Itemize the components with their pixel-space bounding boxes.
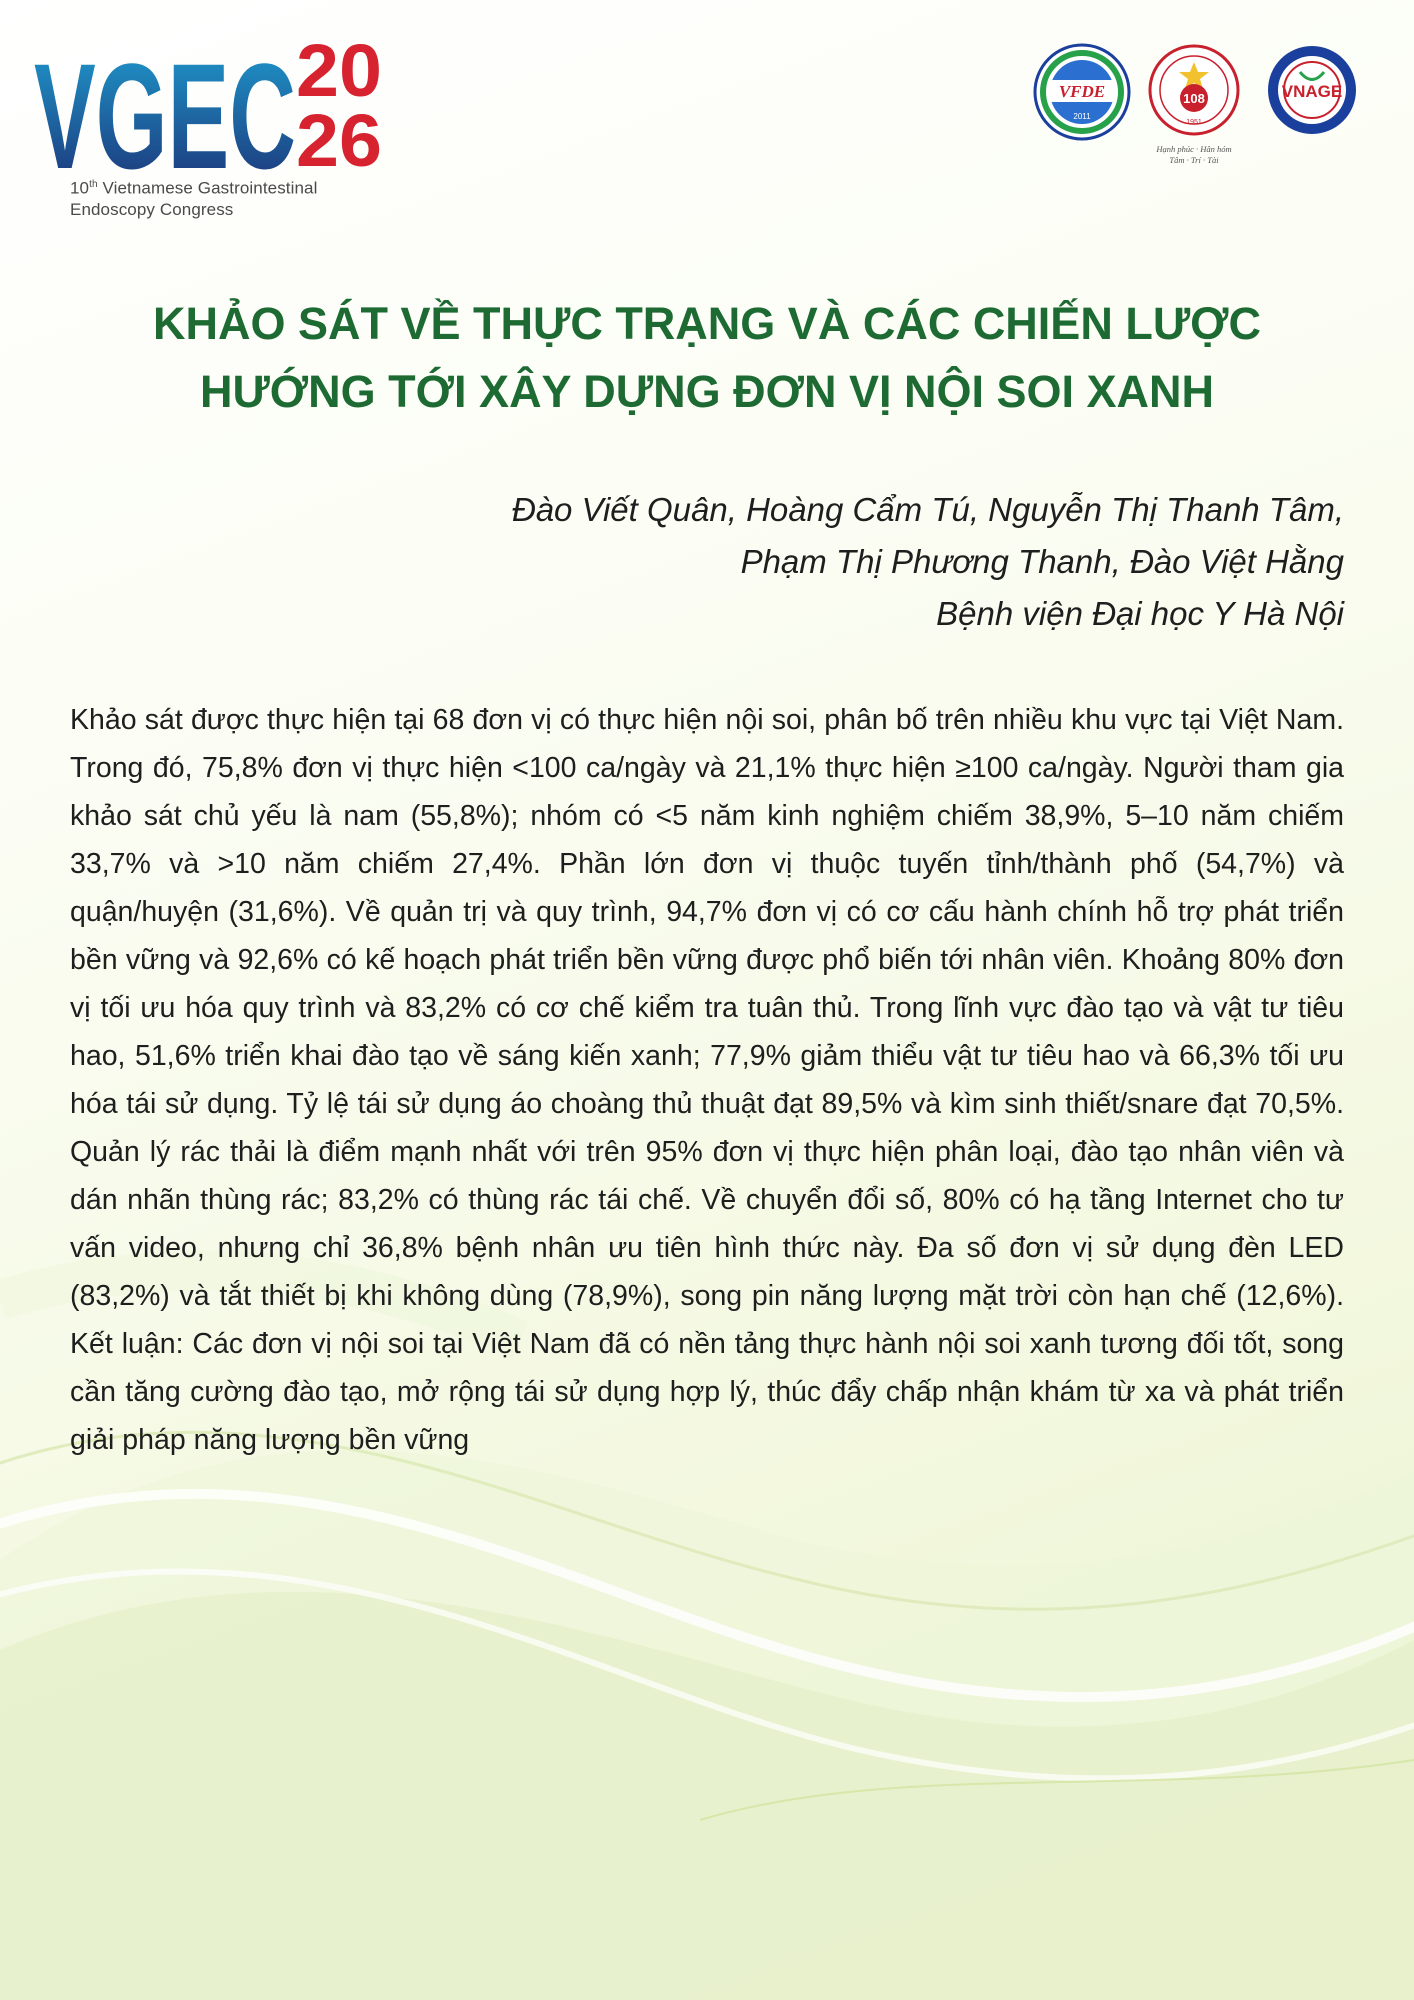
hospital-motto-line2: Tâm · Trí · Tài: [1169, 155, 1219, 165]
hospital-motto-line1: Hạnh phúc · Hân hóm: [1156, 144, 1232, 154]
logo-year-bottom: 26: [296, 99, 382, 178]
vfde-label: VFDE: [1058, 82, 1106, 101]
vfde-logo: [1035, 45, 1129, 139]
authors-line-2: Phạm Thị Phương Thanh, Đào Việt Hằng: [740, 543, 1344, 580]
authors-line-1: Đào Viết Quân, Hoàng Cẩm Tú, Nguyễn Thị Thanh Tâm,: [511, 491, 1344, 528]
vnage-logo: [1268, 46, 1356, 134]
vnage-label: VNAGE: [1281, 82, 1343, 101]
logo-tagline-line2: Endoscopy Congress: [70, 199, 234, 219]
page-title: [70, 290, 1344, 426]
abstract-text: Khảo sát được thực hiện tại 68 đơn vị có thực hiện nội soi, phân bố trên nhiều khu vực tại Việt Nam. Trong đó, 75,8% đơn vị thực hiện <100 ca/ngày và 21,1% thực hiện ≥100 ca/ngày. Người tham gia khảo sát chủ yếu là nam (55,8%); nhóm có <5 năm kinh nghiệm chiếm 38,9%, 5–10 năm chiếm 33,7% và >10 năm chiếm 27,4%. Phần lớn đơn vị thuộc tuyến tỉnh/thành phố (54,7%) và quận/huyện (31,6%). Về quản trị và quy trình, 94,7% đơn vị có cơ cấu hành chính hỗ trợ phát triển bền vững và 92,6% có kế hoạch phát triển bền vững được phổ biến tới nhân viên. Khoảng 80% đơn vị tối ưu hóa quy trình và 83,2% có cơ chế kiểm tra tuân thủ. Trong lĩnh vực đào tạo và vật tư tiêu hao, 51,6% triển khai đào tạo về sáng kiến xanh; 77,9% giảm thiểu vật tư tiêu hao và 66,3% tối ưu hóa tái sử dụng. Tỷ lệ tái sử dụng áo choàng thủ thuật đạt 89,5% và kìm sinh thiết/snare đạt 70,5%. Quản lý rác thải là điểm mạnh nhất với trên 95% đơn vị thực hiện phân loại, đào tạo nhân viên và dán nhãn thùng rác; 83,2% có thùng rác tái chế. Về chuyển đổi số, 80% có hạ tầng Internet cho tư vấn video, nhưng chỉ 36,8% bệnh nhân ưu tiên hình thức này. Đa số đơn vị sử dụng đèn LED (83,2%) và tắt thiết bị khi không dùng (78,9%), song pin năng lượng mặt trời còn hạn chế (12,6%). Kết luận: Các đơn vị nội soi tại Việt Nam đã có nền tảng thực hành nội soi xanh tương đối tốt, song cần tăng cường đào tạo, mở rộng tái sử dụng hợp lý, thúc đẩy chấp nhận khám từ xa và phát triển giải pháp năng lượng bền vững: [70, 704, 1344, 1456]
logo-tagline-line1: Vietnamese Gastrointestinal: [102, 178, 318, 198]
hospital-108-year: 1951: [1186, 119, 1202, 126]
logo-wordmark: VGEC: [34, 32, 296, 178]
logo-year-top: 20: [296, 29, 382, 112]
hospital-108-number: 108: [1183, 91, 1205, 106]
hospital-motto: [1144, 144, 1244, 166]
logo-edition-number: 10: [70, 178, 90, 198]
hospital-108-logo: [1150, 46, 1238, 134]
authors-block: [512, 484, 1344, 640]
title-line-1: KHẢO SÁT VỀ THỰC TRẠNG VÀ CÁC CHIẾN LƯỢC: [152, 298, 1262, 349]
logo-tagline: [70, 174, 318, 220]
title-line-2: HƯỚNG TỚI XÂY DỰNG ĐƠN VỊ NỘI SOI XANH: [199, 366, 1215, 417]
vfde-year: 2011: [1073, 112, 1091, 121]
partner-logos: [1032, 42, 1362, 170]
affiliation: Bệnh viện Đại học Y Hà Nội: [936, 595, 1344, 632]
vgec-logo-mark: [34, 28, 404, 178]
logo-edition-suffix: th: [89, 179, 98, 190]
